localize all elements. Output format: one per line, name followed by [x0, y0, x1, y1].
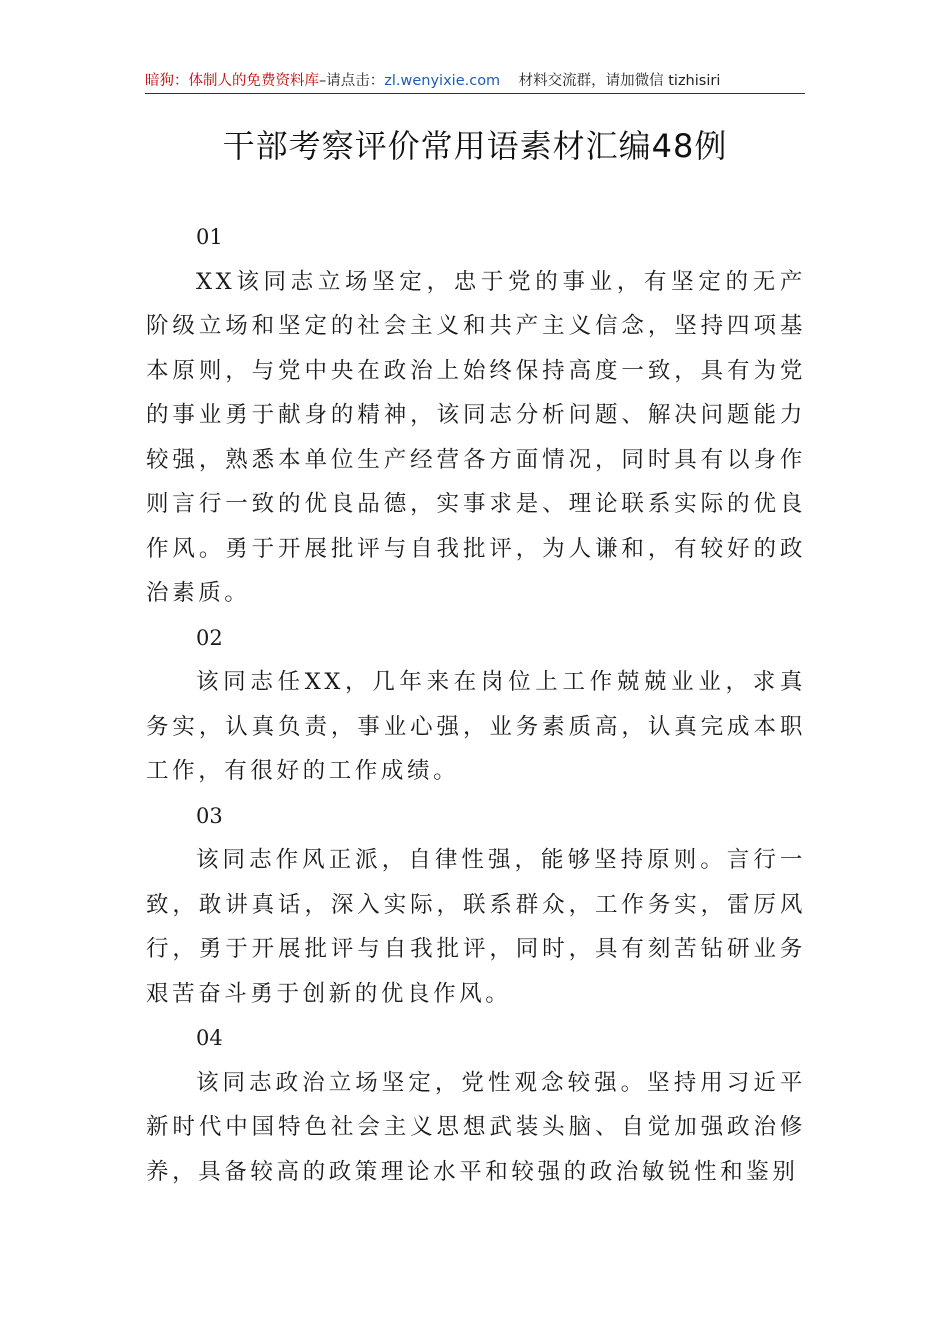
section-number: 01 — [196, 225, 223, 249]
header-brand: 暗狗：体制人的免费资料库 — [145, 73, 319, 89]
header-spacer — [500, 73, 518, 89]
header-click-prompt: –请点击： — [319, 73, 385, 89]
document-title: 干部考察评价常用语素材汇编48例 — [222, 127, 728, 165]
header-url-link[interactable]: zl.wenyixie.com — [384, 73, 501, 89]
header-divider — [145, 93, 805, 94]
section-paragraph: 该同志作风正派，自律性强，能够坚持原则。言行一致，敢讲真话，深入实际，联系群众，工作务实，雷厉风行，勇于开展批评与自我批评，同时，具有刻苦钻研业务艰苦奋斗勇于创新的优良作风。 — [146, 847, 806, 1007]
section-number: 02 — [196, 625, 223, 650]
section-paragraph: 该同志任XX，几年来在岗位上工作兢兢业业，求真务实，认真负责，事业心强，业务素质高，认真完成本职工作，有很好的工作成绩。 — [146, 669, 806, 784]
header-contact: 材料交流群，请加微信 tizhisiri — [518, 73, 721, 89]
document-body — [146, 215, 806, 1194]
section-number: 03 — [196, 803, 223, 828]
section-paragraph: 该同志政治立场坚定，党性观念较强。坚持用习近平新时代中国特色社会主义思想武装头脑、自觉加强政治修养，具备较高的政策理论水平和较强的政治敏锐性和鉴别 — [146, 1069, 806, 1185]
page-header — [145, 70, 805, 92]
section-paragraph: XX该同志立场坚定，忠于党的事业，有坚定的无产阶级立场和坚定的社会主义和共产主义信念，坚持四项基本原则，与党中央在政治上始终保持高度一致，具有为党的事业勇于献身的精神，该同志分析问题、解决问题能力较强，熟悉本单位生产经营各方面情况，同时具有以身作则言行一致的优良品德，实事求是、理论联系实际的优良作风。勇于开展批评与自我批评，为人谦和，有较好的政治素质。 — [146, 268, 806, 606]
section-number: 04 — [196, 1026, 223, 1050]
